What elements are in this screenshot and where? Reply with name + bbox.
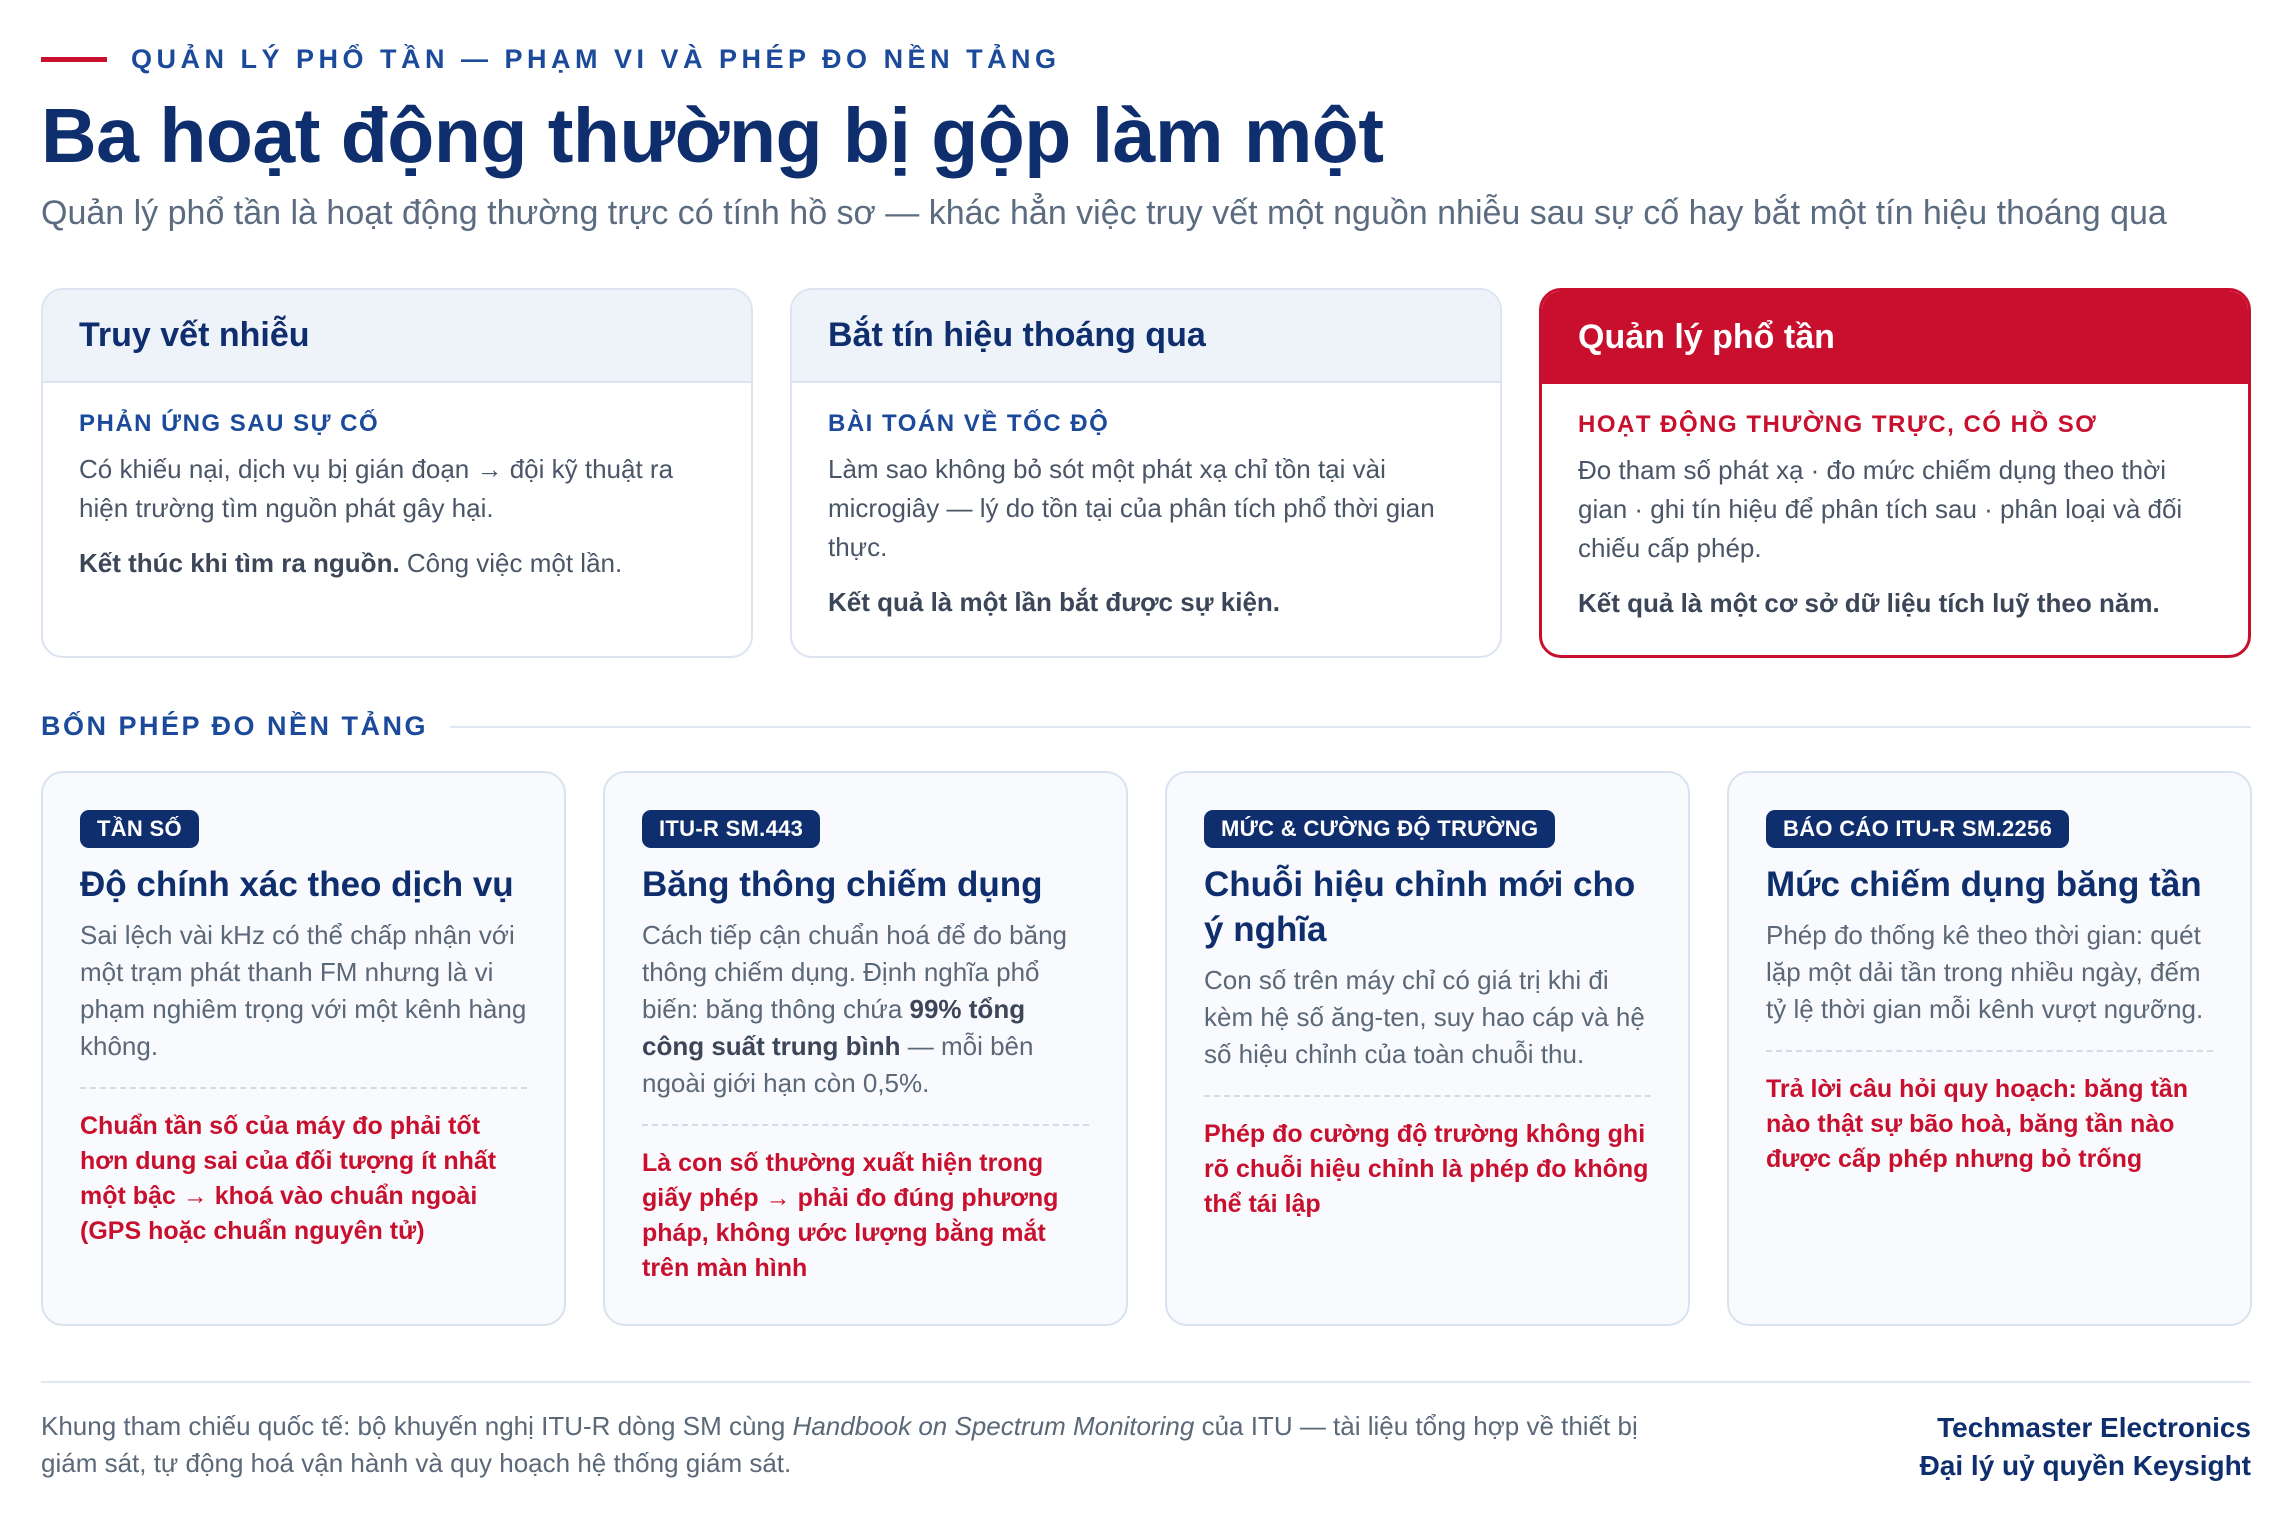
section-heading-text: BỐN PHÉP ĐO NỀN TẢNG (41, 711, 429, 741)
card-kicker: HOẠT ĐỘNG THƯỜNG TRỰC, CÓ HỒ SƠ (1578, 411, 2098, 438)
footer-divider (41, 1381, 2251, 1383)
footer-text-part: của ITU — tài liệu tổng hợp về thiết bị giám sát, tự động hoá vận hành và quy hoạch hệ thống giám sát. (41, 1411, 1638, 1478)
page (41, 0, 2251, 1517)
measure-card-band-occupancy (1727, 771, 2252, 1326)
dashed-divider (80, 1087, 527, 1089)
eyebrow-text: QUẢN LÝ PHỔ TẦN — PHẠM VI VÀ PHÉP ĐO NỀN TẢNG (131, 44, 1061, 74)
measure-note: Trả lời câu hỏi quy hoạch: băng tần nào thật sự bão hoà, băng tần nào được cấp phép nhưng bỏ trống (1766, 1075, 2188, 1173)
card-title: Bắt tín hiệu thoáng qua (792, 290, 1500, 383)
card-footnote (79, 544, 715, 583)
measure-text: Sai lệch vài kHz có thể chấp nhận với một trạm phát thanh FM nhưng là vi phạm nghiêm trọng với một kênh hàng không. (80, 920, 527, 1061)
measure-note: Phép đo cường độ trường không ghi rõ chuỗi hiệu chỉnh là phép đo không thể tái lập (1204, 1120, 1649, 1218)
card-footnote-bold: Kết quả là một lần bắt được sự kiện. (828, 587, 1281, 617)
card-description: Làm sao không bỏ sót một phát xạ chỉ tồn tại vài microgiây — lý do tồn tại của phân tích phổ thời gian thực. (828, 454, 1435, 562)
card-spectrum-management (1539, 288, 2251, 658)
measure-text-part: Cách tiếp cận chuẩn hoá để đo băng thông chiếm dụng. Định nghĩa phổ biến: băng thông chứa (642, 920, 1068, 1024)
measure-badge: BÁO CÁO ITU-R SM.2256 (1766, 810, 2069, 848)
measure-title: Mức chiếm dụng băng tần (1766, 865, 2202, 904)
footer-text-part: Khung tham chiếu quốc tế: bộ khuyến nghị ITU-R dòng SM cùng (41, 1411, 793, 1441)
dashed-divider (642, 1124, 1089, 1126)
measure-card-frequency (41, 771, 566, 1326)
card-description: Có khiếu nại, dịch vụ bị gián đoạn → đội kỹ thuật ra hiện trường tìm nguồn phát gây hại. (79, 454, 674, 523)
eyebrow-accent-line (41, 57, 107, 62)
measure-title: Chuỗi hiệu chỉnh mới cho ý nghĩa (1204, 865, 1636, 949)
measure-badge: ITU-R SM.443 (642, 810, 820, 848)
card-footnote (1578, 584, 2212, 623)
card-title: Quản lý phổ tần (1542, 291, 2248, 384)
page-title: Ba hoạt động thường bị gộp làm một (41, 93, 1384, 179)
card-kicker: BÀI TOÁN VỀ TỐC ĐỘ (828, 410, 1110, 437)
section-heading (41, 711, 2251, 742)
measure-title: Băng thông chiếm dụng (642, 865, 1043, 904)
measure-text (642, 917, 1089, 1102)
card-footnote-bold: Kết thúc khi tìm ra nguồn. (79, 548, 400, 578)
brand-block (1920, 1409, 2251, 1485)
measure-badge: TẦN SỐ (80, 810, 199, 848)
dashed-divider (1204, 1095, 1651, 1097)
brand-name: Techmaster Electronics (1937, 1412, 2251, 1443)
card-transient-capture (790, 288, 1502, 658)
measure-card-field-strength (1165, 771, 1690, 1326)
measure-text: Con số trên máy chỉ có giá trị khi đi kèm hệ số ăng-ten, suy hao cáp và hệ số hiệu chỉnh của toàn chuỗi thu. (1204, 965, 1645, 1069)
card-footnote-rest: Công việc một lần. (399, 548, 623, 578)
measure-title: Độ chính xác theo dịch vụ (80, 865, 514, 904)
footer-handbook-title: Handbook on Spectrum Monitoring (792, 1411, 1195, 1441)
card-footnote (828, 583, 1464, 622)
card-footnote-bold: Kết quả là một cơ sở dữ liệu tích luỹ theo năm. (1578, 588, 2160, 618)
card-description: Đo tham số phát xạ · đo mức chiếm dụng theo thời gian · ghi tín hiệu để phân tích sau · phân loại và đối chiếu cấp phép. (1578, 455, 2183, 563)
card-title: Truy vết nhiễu (43, 290, 751, 383)
page-subtitle: Quản lý phổ tần là hoạt động thường trực có tính hồ sơ — khác hẳn việc truy vết một nguồn nhiễu sau sự cố hay bắt một tín hiệu thoáng qua (41, 194, 2167, 232)
measure-note: Chuẩn tần số của máy đo phải tốt hơn dung sai của đối tượng ít nhất một bậc → khoá vào chuẩn ngoài (GPS hoặc chuẩn nguyên tử) (80, 1112, 497, 1245)
footer-reference (41, 1408, 1641, 1482)
section-divider (450, 726, 2251, 728)
card-kicker: PHẢN ỨNG SAU SỰ CỐ (79, 410, 380, 437)
measure-card-occupied-bandwidth (603, 771, 1128, 1326)
brand-tagline: Đại lý uỷ quyền Keysight (1919, 1450, 2251, 1481)
card-interference-tracing (41, 288, 753, 658)
measure-text-bold: 99% tổng công suất trung bình (642, 994, 1026, 1061)
measure-badge: MỨC & CƯỜNG ĐỘ TRƯỜNG (1204, 810, 1555, 848)
activity-cards (41, 288, 2251, 658)
eyebrow (41, 44, 1061, 75)
measure-text-part: — mỗi bên ngoài giới hạn còn 0,5%. (642, 1031, 1034, 1098)
measure-note: Là con số thường xuất hiện trong giấy phép → phải đo đúng phương pháp, không ước lượng bằng mắt trên màn hình (642, 1149, 1059, 1282)
measure-text: Phép đo thống kê theo thời gian: quét lặp một dải tần trong nhiều ngày, đếm tỷ lệ thời gian mỗi kênh vượt ngưỡng. (1766, 920, 2204, 1024)
dashed-divider (1766, 1050, 2213, 1052)
